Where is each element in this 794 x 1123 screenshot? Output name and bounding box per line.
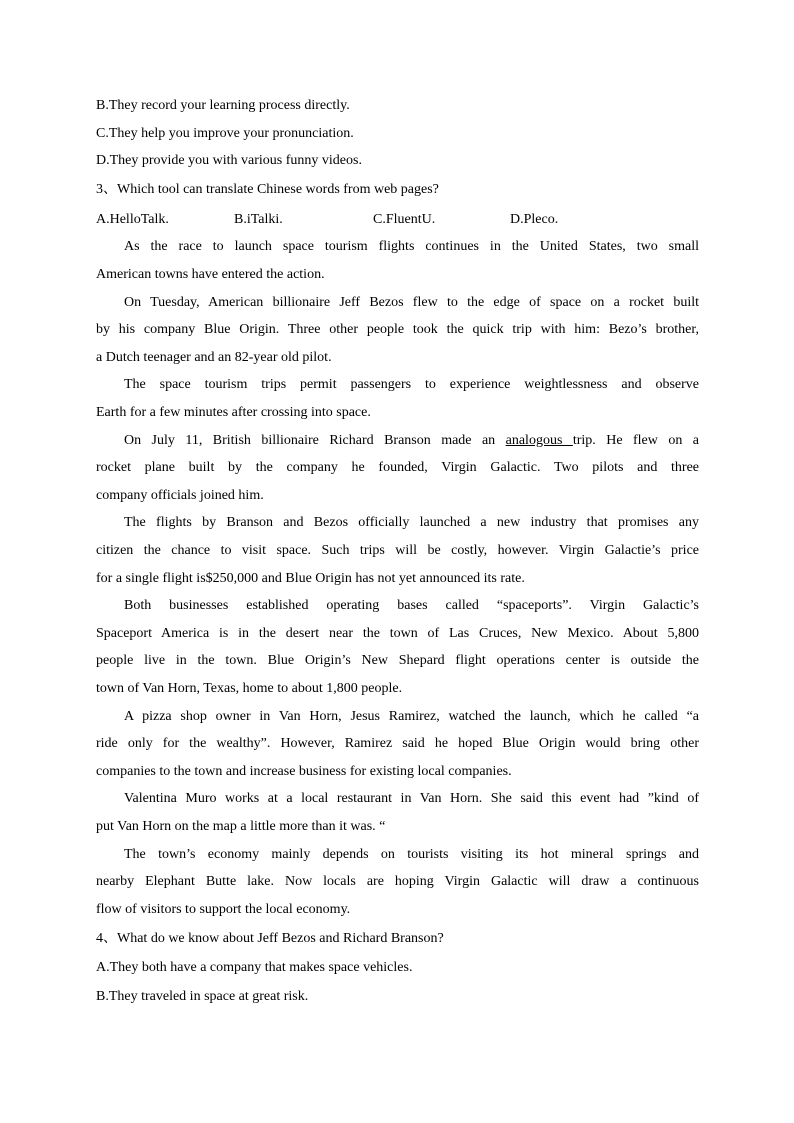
p4-text-before: On July 11, British billionaire Richard Branson made an	[124, 433, 506, 448]
passage-p7-line: companies to the town and increase business for existing local companies.	[96, 764, 512, 779]
q4-option-a: A.They both have a company that makes space vehicles.	[96, 960, 413, 975]
passage-p1-line: American towns have entered the action.	[96, 267, 325, 282]
passage-p6-line: town of Van Horn, Texas, home to about 1,800 people.	[96, 681, 403, 696]
passage-p9-line: flow of visitors to support the local economy.	[96, 902, 351, 917]
p4-text-after: trip. He flew on a	[572, 433, 699, 448]
passage-p2-line: by his company Blue Origin. Three other people took the quick trip with him: Bezo’s brother,	[96, 322, 699, 337]
q3-option-b: B.iTalki.	[234, 212, 283, 227]
passage-p7-line: ride only for the wealthy”. However, Ramirez said he hoped Blue Origin would bring other	[96, 736, 699, 751]
q2-option-b: B.They record your learning process directly.	[96, 98, 350, 113]
passage-p6-line: Spaceport America is in the desert near the town of Las Cruces, New Mexico. About 5,800	[96, 626, 699, 641]
q2-option-d: D.They provide you with various funny videos.	[96, 153, 362, 168]
passage-p5-line: for a single flight is$250,000 and Blue Origin has not yet announced its rate.	[96, 571, 525, 586]
q3-option-a: A.HelloTalk.	[96, 212, 169, 227]
underlined-word-analogous: analogous	[505, 433, 573, 448]
passage-p8-line: put Van Horn on the map a little more than it was. “	[96, 819, 386, 834]
q3-option-c: C.FluentU.	[373, 212, 436, 227]
passage-p3-line: Earth for a few minutes after crossing into space.	[96, 405, 371, 420]
passage-p7-line: A pizza shop owner in Van Horn, Jesus Ramirez, watched the launch, which he called “a	[124, 709, 699, 724]
q3-option-d: D.Pleco.	[510, 212, 559, 227]
passage-p9-line: nearby Elephant Butte lake. Now locals are hoping Virgin Galactic will draw a continuous	[96, 874, 699, 889]
passage-p5-line: citizen the chance to visit space. Such trips will be costly, however. Virgin Galactie’s price	[96, 543, 699, 558]
q4-stem: 4、What do we know about Jeff Bezos and Richard Branson?	[96, 931, 444, 946]
passage-p4-line: company officials joined him.	[96, 488, 264, 503]
passage-p4-line	[124, 431, 699, 451]
q2-option-c: C.They help you improve your pronunciation.	[96, 126, 354, 141]
passage-p2-line: a Dutch teenager and an 82-year old pilot.	[96, 350, 332, 365]
passage-p5-line: The flights by Branson and Bezos officially launched a new industry that promises any	[124, 515, 699, 530]
passage-p1-line: As the race to launch space tourism flights continues in the United States, two small	[124, 239, 699, 254]
passage-p4-line: rocket plane built by the company he founded, Virgin Galactic. Two pilots and three	[96, 460, 699, 475]
q4-option-b: B.They traveled in space at great risk.	[96, 989, 309, 1004]
passage-p6-line: people live in the town. Blue Origin’s New Shepard flight operations center is outside the	[96, 653, 699, 668]
q3-options	[0, 210, 794, 230]
passage-p9-line: The town’s economy mainly depends on tourists visiting its hot mineral springs and	[124, 847, 699, 862]
q3-stem: 3、Which tool can translate Chinese words from web pages?	[96, 182, 439, 197]
passage-p8-line: Valentina Muro works at a local restaurant in Van Horn. She said this event had ”kind of	[124, 791, 699, 806]
passage-p3-line: The space tourism trips permit passengers to experience weightlessness and observe	[124, 377, 699, 392]
passage-p6-line: Both businesses established operating bases called “spaceports”. Virgin Galactic’s	[124, 598, 699, 613]
passage-p2-line: On Tuesday, American billionaire Jeff Bezos flew to the edge of space on a rocket built	[124, 295, 699, 310]
